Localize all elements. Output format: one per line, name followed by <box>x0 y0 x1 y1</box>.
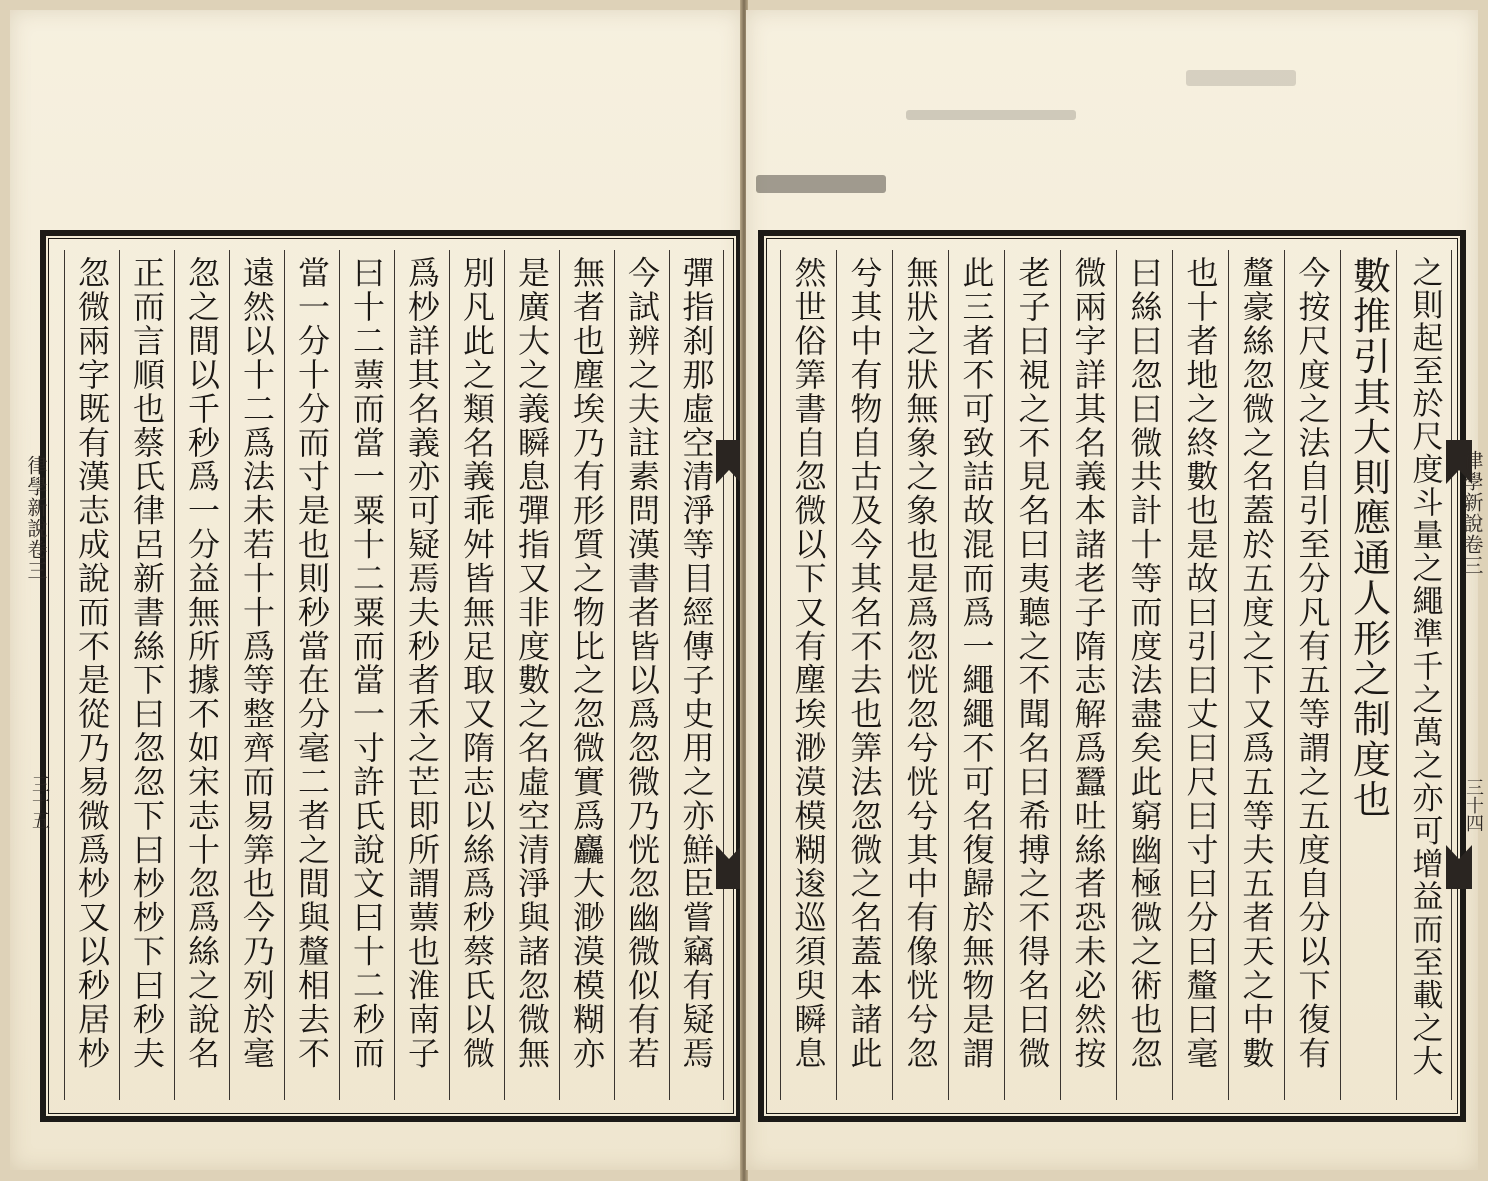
text-column <box>1004 250 1060 1100</box>
text-column <box>229 250 284 1100</box>
column-text: 當一分十分而寸是也則秒當在分毫二者之間與釐相去不 <box>293 256 331 1071</box>
column-text: 忽之間以千秒爲一分益無所據不如宋志十忽爲絲之說名 <box>183 256 221 1071</box>
gutter-title: 律學新說卷三 <box>1460 450 1484 576</box>
column-text: 忽微兩字既有漢志成說而不是從乃易微爲杪又以秒居杪 <box>73 256 111 1071</box>
text-column <box>284 250 339 1100</box>
text-column <box>504 250 559 1100</box>
ink-stain <box>756 175 886 193</box>
column-text: 老子曰視之不見名曰夷聽之不聞名曰希搏之不得名曰微 <box>1013 256 1052 1071</box>
text-column <box>1172 250 1228 1100</box>
column-text: 微兩字詳其名義本諸老子隋志解爲蠶吐絲者恐未必然按 <box>1069 256 1108 1071</box>
column-text: 曰十二蔈而當一粟十二粟而當一寸許氏說文曰十二秒而 <box>348 256 386 1071</box>
text-column <box>1396 250 1452 1100</box>
column-text: 然世俗筭書自忽微以下又有塵埃渺漠模糊逡巡須臾瞬息 <box>789 256 828 1071</box>
column-text: 釐豪絲忽微之名蓋於五度之下又爲五等夫五者天之中數 <box>1237 256 1276 1071</box>
text-column <box>669 250 724 1100</box>
text-column <box>948 250 1004 1100</box>
text-column <box>394 250 449 1100</box>
column-text: 也十者地之終數也是故曰引曰丈曰尺曰寸曰分曰釐曰毫 <box>1181 256 1220 1071</box>
text-column <box>174 250 229 1100</box>
column-text: 此三者不可致詰故混而爲一繩繩不可名復歸於無物是謂 <box>957 256 996 1071</box>
folio-number: 三十五 <box>29 775 50 829</box>
text-column <box>449 250 504 1100</box>
text-column <box>836 250 892 1100</box>
column-text: 曰絲曰忽曰微共計十等而度法盡矣此窮幽極微之術也忽 <box>1125 256 1164 1071</box>
fishtail-lower-icon <box>716 845 742 889</box>
left-text-frame <box>40 230 742 1122</box>
column-text: 是廣大之義瞬息彈指又非度數之名虛空清淨與諸忽微無 <box>513 256 551 1071</box>
text-column <box>339 250 394 1100</box>
text-column <box>64 250 119 1100</box>
column-text: 無者也塵埃乃有形質之物比之忽微實爲麤大渺漠模糊亦 <box>568 256 606 1071</box>
text-column <box>1060 250 1116 1100</box>
text-column <box>1116 250 1172 1100</box>
text-column <box>1228 250 1284 1100</box>
column-text: 正而言順也蔡氏律呂新書絲下曰忽忽下曰杪杪下曰秒夫 <box>128 256 166 1071</box>
text-column <box>614 250 669 1100</box>
column-text: 兮其中有物自古及今其名不去也筭法忽微之名蓋本諸此 <box>845 256 884 1071</box>
column-text: 數推引其大則應通人形之制度也 <box>1346 256 1391 820</box>
column-text: 今試辨之夫註素問漢書者皆以爲忽微乃恍忽幽微似有若 <box>623 256 661 1071</box>
column-text: 今按尺度之法自引至分凡有五等謂之五度自分以下復有 <box>1293 256 1332 1071</box>
right-text-frame <box>758 230 1466 1122</box>
column-text: 別凡此之類名義乖舛皆無足取又隋志以絲爲秒蔡氏以微 <box>458 256 496 1071</box>
text-column <box>1340 250 1396 1100</box>
ink-stain <box>1186 70 1296 86</box>
folio-number: 三十四 <box>1463 778 1484 832</box>
gutter-title: 律學新說卷三 <box>24 455 48 581</box>
column-text: 之則起至於尺度斗量之繩準千之萬之亦可增益而至載之大 <box>1406 256 1443 1078</box>
column-text: 無狀之狀無象之象也是爲忽恍忽兮恍兮其中有像恍兮忽 <box>901 256 940 1071</box>
right-page <box>746 10 1484 1170</box>
fishtail-lower-icon <box>1446 845 1472 889</box>
text-column <box>559 250 614 1100</box>
column-text: 爲杪詳其名義亦可疑焉夫秒者禾之芒即所謂蔈也淮南子 <box>403 256 441 1071</box>
text-column <box>892 250 948 1100</box>
text-column <box>780 250 836 1100</box>
column-text: 遠然以十二爲法未若十十爲等整齊而易筭也今乃列於毫 <box>238 256 276 1071</box>
column-text: 彈指刹那虛空清淨等目經傳子史用之亦鮮臣嘗竊有疑焉 <box>677 256 716 1071</box>
text-column <box>119 250 174 1100</box>
left-page <box>10 10 742 1170</box>
fishtail-upper-icon <box>716 440 742 484</box>
ink-stain <box>906 110 1076 120</box>
text-column <box>1284 250 1340 1100</box>
